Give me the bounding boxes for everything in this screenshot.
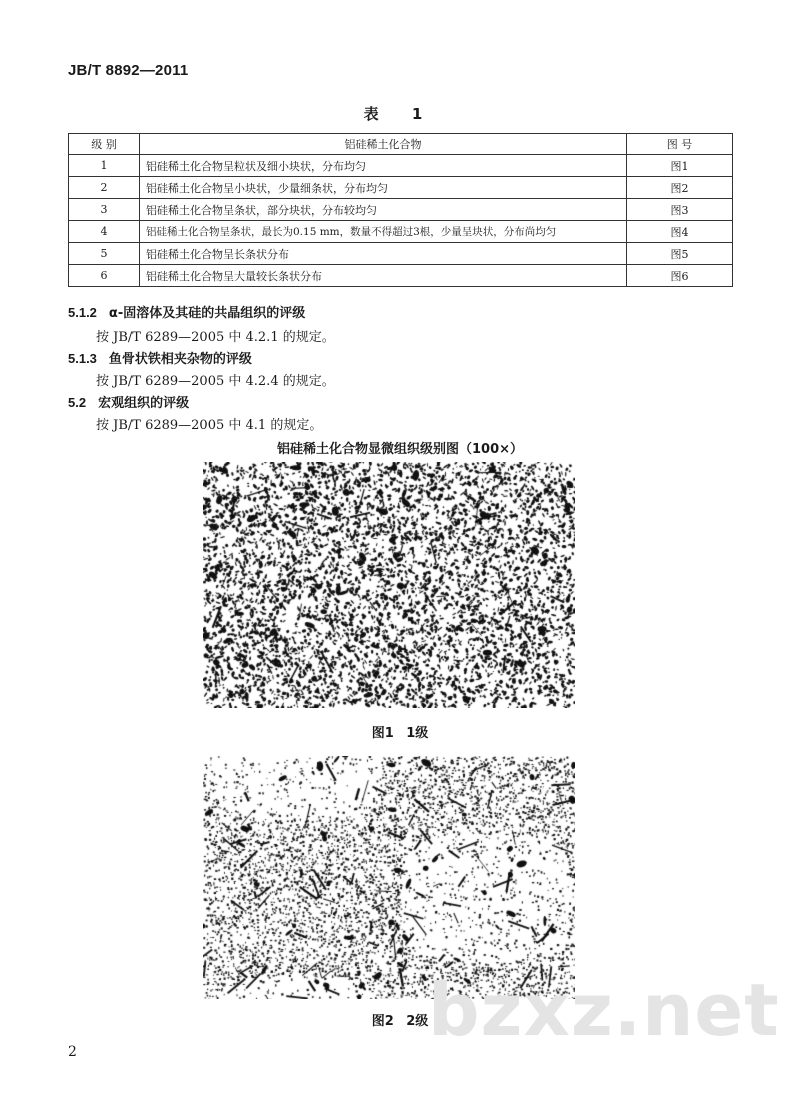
micrograph-grade-2: [203, 756, 575, 999]
figure-2-caption: 图2 2级: [371, 1014, 429, 1029]
section-5-2-text: 按 JB/T 6289—2005 中 4.1 的规定。: [96, 418, 323, 433]
table-row: [69, 221, 733, 243]
standard-number: JB/T 8892—2011: [68, 62, 189, 79]
page-number: 2: [68, 1044, 77, 1060]
cell-figure: 图3: [627, 199, 733, 221]
table-row: [69, 199, 733, 221]
section-number: 5.1.3: [68, 351, 97, 366]
cell-description: 铝硅稀土化合物呈大量较长条状分布: [140, 265, 627, 287]
section-5-1-3-heading: [68, 348, 252, 367]
cell-description: 铝硅稀土化合物呈长条状分布: [140, 243, 627, 265]
header-grade: 级 别: [69, 134, 140, 155]
cell-figure: 图4: [627, 221, 733, 243]
cell-figure: 图5: [627, 243, 733, 265]
table-header-row: [69, 134, 733, 155]
section-5-1-3-text: 按 JB/T 6289—2005 中 4.2.4 的规定。: [96, 374, 335, 389]
section-number: 5.1.2: [68, 305, 97, 320]
grade-table: [68, 133, 733, 287]
cell-grade: 1: [69, 155, 140, 177]
section-title: 鱼骨状铁相夹杂物的评级: [108, 352, 252, 367]
cell-description: 铝硅稀土化合物呈条状，部分块状，分布较均匀: [140, 199, 627, 221]
cell-figure: 图6: [627, 265, 733, 287]
section-5-2-heading: [68, 392, 189, 411]
cell-description: 铝硅稀土化合物呈条状，最长为0.15 mm，数量不得超过3根，少量呈块状，分布尚均匀: [140, 221, 627, 243]
section-title: 宏观组织的评级: [98, 396, 190, 411]
cell-description: 铝硅稀土化合物呈小块状，少量细条状，分布均匀: [140, 177, 627, 199]
cell-figure: 图2: [627, 177, 733, 199]
cell-grade: 4: [69, 221, 140, 243]
section-title: α-固溶体及其硅的共晶组织的评级: [108, 306, 306, 321]
header-figure: 图 号: [627, 134, 733, 155]
cell-figure: 图1: [627, 155, 733, 177]
table-title: 表 1: [363, 105, 437, 123]
section-number: 5.2: [68, 395, 87, 410]
table-row: [69, 265, 733, 287]
cell-grade: 5: [69, 243, 140, 265]
section-5-1-2-heading: [68, 302, 305, 321]
cell-grade: 3: [69, 199, 140, 221]
cell-grade: 2: [69, 177, 140, 199]
section-5-1-2-text: 按 JB/T 6289—2005 中 4.2.1 的规定。: [96, 330, 335, 345]
header-compound: 铝硅稀土化合物: [140, 134, 627, 155]
figures-heading: 铝硅稀土化合物显微组织级别图（100×）: [276, 442, 524, 457]
cell-grade: 6: [69, 265, 140, 287]
cell-description: 铝硅稀土化合物呈粒状及细小块状，分布均匀: [140, 155, 627, 177]
table-row: [69, 243, 733, 265]
table-row: [69, 155, 733, 177]
figure-1-caption: 图1 1级: [371, 726, 429, 741]
watermark: bzxz.net: [428, 968, 780, 1052]
table-row: [69, 177, 733, 199]
micrograph-grade-1: [203, 462, 575, 708]
